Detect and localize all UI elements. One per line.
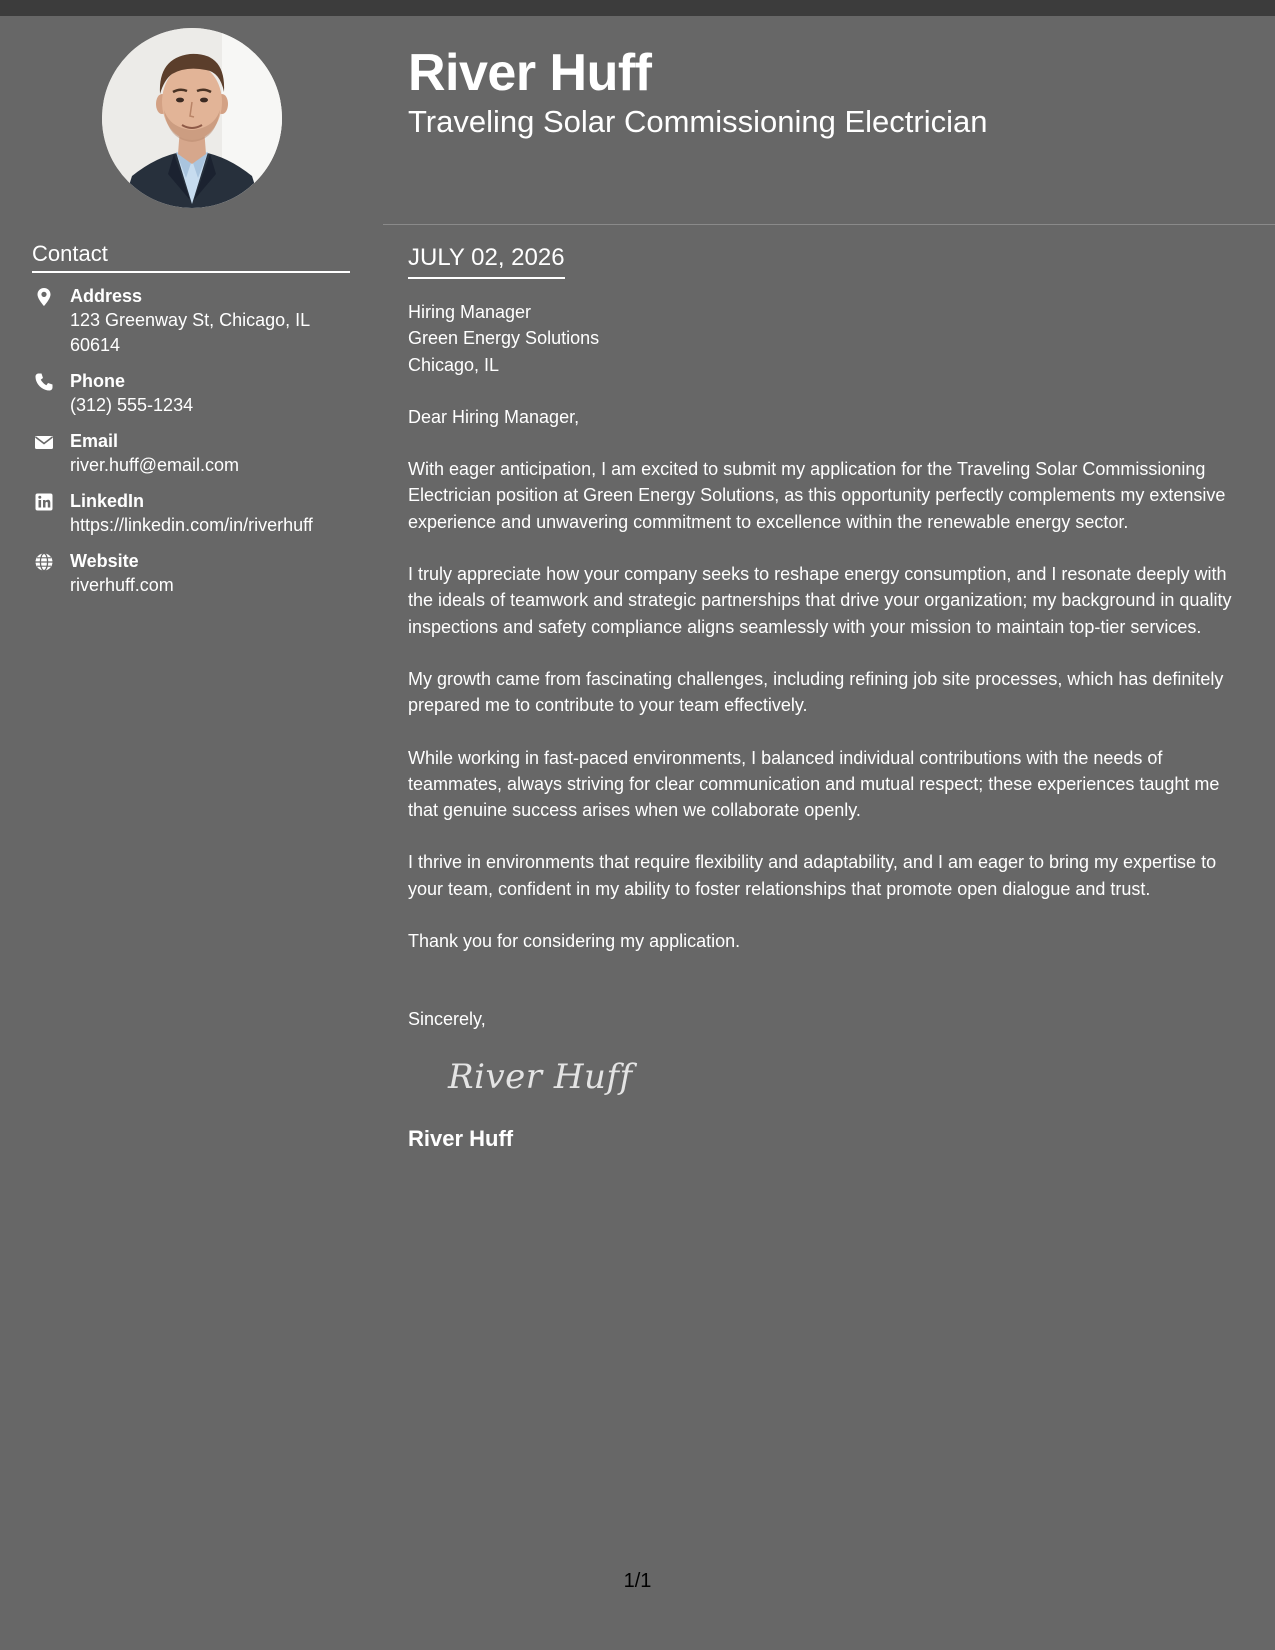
contact-item-address: [32, 284, 362, 358]
contact-label: Phone: [70, 371, 126, 391]
linkedin-icon: [34, 492, 54, 512]
contact-item-linkedin: [32, 489, 362, 538]
paragraph: I thrive in environments that require flexibility and adaptability, and I am eager to bring my expertise to your team, confident in my ability to foster relationships that promote open dialogue and trust.: [408, 852, 1217, 899]
letter-date: JULY 02, 2026: [408, 242, 565, 279]
letter-body: [408, 242, 1253, 1153]
paragraph: While working in fast-paced environments, I balanced individual contributions with the needs of teammates, always striving for clear communication and mutual respect; these experiences taught me that genuine success arises when we collaborate openly.: [408, 747, 1220, 821]
paragraph: With eager anticipation, I am excited to submit my application for the Traveling Solar Commissioning Electrician position at Green Energy Solutions, as this opportunity perfectly complements my extensive experience and unwavering commitment to excellence within the renewable energy sector.: [408, 459, 1226, 532]
contact-label: Email: [70, 431, 119, 451]
contact-item-phone: [32, 369, 362, 418]
recipient-name: Hiring Manager: [408, 302, 532, 322]
contact-heading: Contact: [32, 240, 350, 273]
contact-label: LinkedIn: [70, 491, 145, 511]
address-value: 123 Greenway St, Chicago, IL 60614: [70, 310, 310, 355]
paragraph: My growth came from fascinating challenges, including refining job site processes, which has definitely prepared me to contribute to your team effectively.: [408, 668, 1224, 716]
header-divider: [383, 224, 1275, 225]
contact-label: Website: [70, 551, 139, 571]
job-title: Traveling Solar Commissioning Electrician: [408, 104, 988, 139]
signed-name: River Huff: [408, 1125, 514, 1151]
paragraph: I truly appreciate how your company seeks to reshape energy consumption, and I resonate deeply with the ideals of teamwork and strategic partnerships that drive your organization; my background in quality inspections and safety compliance aligns seamlessly with your mission to maintain top-tier services.: [408, 564, 1232, 637]
avatar: [102, 28, 282, 208]
map-pin-icon: [34, 287, 54, 307]
recipient-location: Chicago, IL: [408, 354, 500, 375]
page-number: 1/1: [623, 1570, 652, 1592]
linkedin-value[interactable]: https://linkedin.com/in/riverhuff: [70, 515, 313, 535]
applicant-name: River Huff: [408, 44, 652, 102]
paragraph: Thank you for considering my application.: [408, 931, 741, 952]
contact-item-website: [32, 549, 362, 598]
avatar-portrait: [102, 28, 282, 208]
recipient-block: [408, 299, 1253, 378]
contact-label: Address: [70, 286, 143, 306]
envelope-icon: [34, 432, 54, 452]
signature: River Huff: [448, 1056, 633, 1097]
website-value[interactable]: riverhuff.com: [70, 575, 174, 595]
salutation: Dear Hiring Manager,: [408, 406, 580, 427]
globe-icon: [34, 552, 54, 572]
closing: Sincerely,: [408, 1009, 486, 1030]
top-bar: [0, 0, 1275, 16]
phone-icon: [34, 372, 54, 392]
contact-item-email: [32, 429, 362, 478]
recipient-company: Green Energy Solutions: [408, 328, 600, 349]
contact-list: [32, 284, 362, 609]
phone-value: (312) 555-1234: [70, 395, 194, 415]
email-value[interactable]: river.huff@email.com: [70, 455, 239, 475]
